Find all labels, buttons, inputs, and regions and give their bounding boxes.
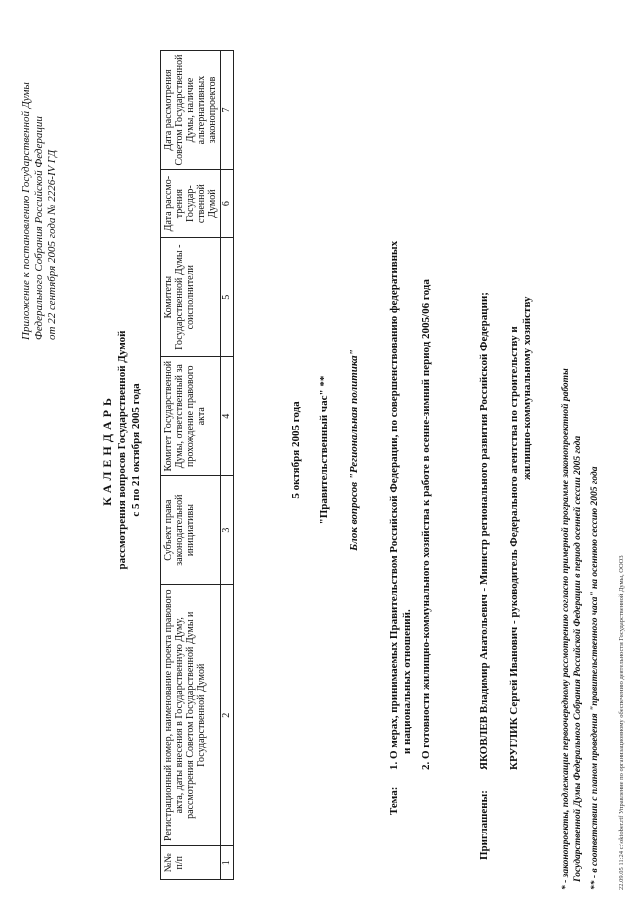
invited-person-2: КРУГЛИК Сергей Иванович - руководитель Федерального агентства по строительству и [508, 326, 520, 770]
appendix-note [20, 10, 59, 340]
footnote-2: ** - в соответствии с планом проведения "правительственного часа" на осеннюю сессию 2005 года [590, 466, 600, 890]
invited-label: Приглашены: [478, 790, 490, 860]
calendar-table [160, 50, 234, 880]
appendix-line-2: Федерального Собрания Российской Федерации [33, 116, 45, 340]
column-number-2: 2 [221, 585, 234, 846]
header-cell-initiator: Субъект права законодательной инициативы [161, 476, 221, 585]
header-cell-committee: Комитет Государственной Думы, ответственный за прохождение правового акта [161, 357, 221, 476]
header-cell-co-committees: Комитеты Государственной Думы - соисполнители [161, 238, 221, 357]
header-cell-registration: Регистрационный номер, наименование проекта правового акта, даты внесения в Государственную Думу, рассмотрения Советом Государственной Думы и Государственной Думой [161, 585, 221, 846]
question-block-heading: Блок вопросов "Региональная политика" [348, 349, 360, 551]
government-hour-heading: "Правительственный час" ** [318, 375, 330, 525]
table-header-row [161, 51, 221, 880]
footnote-1-continued: Государственной Думы Федерального Собрания Российской Федерации в период осенней сессии 2005 года [573, 435, 583, 882]
topic-item-2: 2. О готовности жилищно-коммунального хозяйства к работе в осенне-зимний период 2005/06 года [420, 279, 432, 770]
column-number-7: 7 [221, 51, 234, 170]
column-number-6: 6 [221, 170, 234, 238]
column-number-4: 4 [221, 357, 234, 476]
topics-label: Тема: [388, 786, 400, 815]
file-footer: 22.09.05 11:24 c:\oktober.rtf Управление по организационному обеспечению деятельности Государственной Думы, ООО3 [618, 555, 625, 890]
invited-person-2-continued: жилищно-коммунальному хозяйству [521, 296, 533, 480]
footnote-1: * - законопроекты, подлежащие первоочередному рассмотрению согласно примерной программе законопроектной работы [561, 368, 571, 890]
topic-item-1: 1. О мерах, принимаемых Правительством Российской Федерации, по совершенствованию федеративных [388, 240, 400, 770]
document-title: КАЛЕНДАРЬ [100, 394, 114, 506]
topic-item-1-continued: и национальных отношений. [401, 609, 413, 754]
column-number-1: 1 [221, 846, 234, 880]
header-cell-council-date: Дата рассмотрения Советом Государственной Думы, наличие альтернативных законопроектов [161, 51, 221, 170]
invited-person-1: ЯКОВЛЕВ Владимир Анатольевич - Министр регионального развития Российской Федерации; [478, 292, 490, 770]
column-number-5: 5 [221, 238, 234, 357]
document-subtitle: рассмотрения вопросов Государственной Думой [116, 330, 128, 570]
table-row [221, 51, 234, 880]
header-cell-number: №№ п/п [161, 846, 221, 880]
appendix-line-3: от 22 сентября 2005 года № 2226-IV ГД [46, 149, 58, 340]
column-number-3: 3 [221, 476, 234, 585]
appendix-line-1: Приложение к постановлению Государственной Думы [20, 82, 32, 340]
document-date-range: с 5 по 21 октября 2005 года [130, 383, 142, 517]
header-cell-duma-date: Дата рассмо-трения Государ-ственной Думой [161, 170, 221, 238]
session-date: 5 октября 2005 года [290, 401, 302, 499]
